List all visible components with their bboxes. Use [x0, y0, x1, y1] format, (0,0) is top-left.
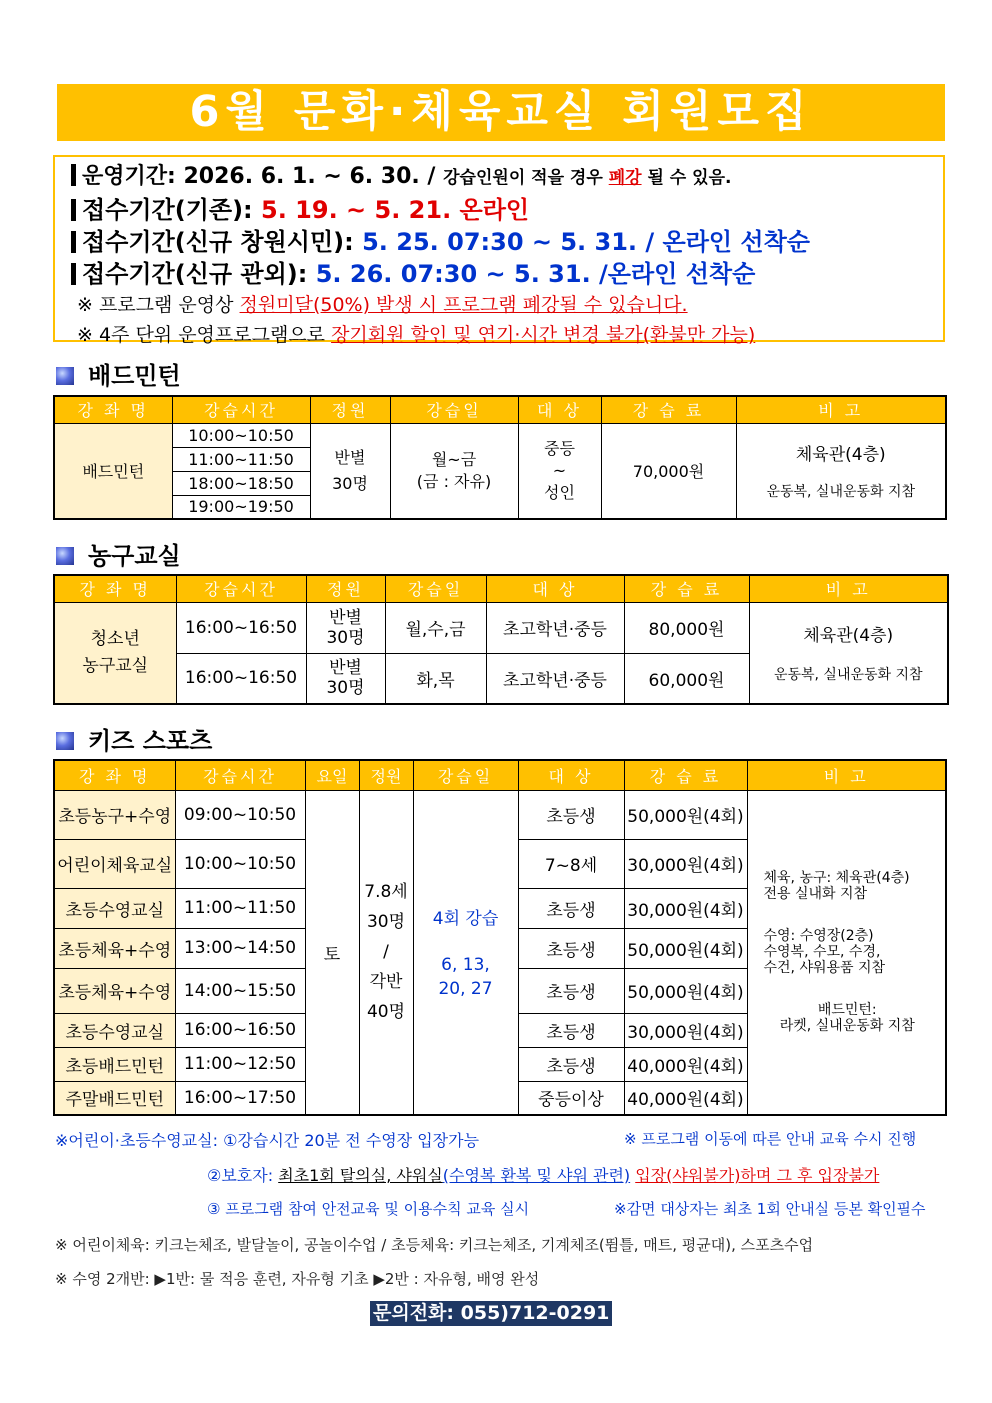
fee-cell: 50,000원(4회) — [624, 928, 747, 968]
days-cell: 화,목 — [385, 653, 486, 704]
section-basketball-heading — [56, 536, 181, 571]
fee-cell: 60,000원 — [624, 653, 749, 704]
footnote-guardian — [207, 1163, 879, 1186]
course-name: 초등배드민턴 — [54, 1047, 175, 1081]
fee-cell: 70,000원 — [601, 423, 736, 519]
course-name: 주말배드민턴 — [54, 1081, 175, 1115]
target-cell: 초고학년·중등 — [486, 602, 624, 653]
course-name: 초등수영교실 — [54, 888, 175, 928]
footnote-guidance: ※ 프로그램 이동에 따른 안내 교육 수시 진행 — [624, 1130, 917, 1148]
reg-outside-value: 5. 26. 07:30 ~ 5. 31. /온라인 선착순 — [315, 260, 756, 288]
time-cell: 11:00~11:50 — [175, 888, 305, 928]
time-cell: 10:00~10:50 — [172, 423, 310, 447]
note-sub: 운동복, 실내운동화 지참 — [766, 484, 916, 501]
time-cell: 18:00~18:50 — [172, 471, 310, 495]
target-cell: 초등생 — [518, 968, 624, 1013]
table-header — [54, 575, 948, 602]
period-note-pre: 강습인원이 적을 경우 — [443, 168, 603, 188]
capacity-cell: 7.8세 30명 / 각반 40명 — [359, 790, 413, 1115]
footnote-curriculum: ※ 어린이체육: 키크는체조, 발달놀이, 공놀이수업 / 초등체육: 키크는체조, 기계체조(뜀틀, 매트, 평균대), 스포츠수업 — [55, 1236, 814, 1254]
course-name: 초등수영교실 — [54, 1013, 175, 1047]
table-row — [54, 423, 946, 447]
header-cell: 강 습 료 — [624, 760, 747, 790]
course-name: 초등체육+수영 — [54, 928, 175, 968]
time-cell: 10:00~10:50 — [175, 839, 305, 888]
course-name: 청소년 농구교실 — [54, 602, 176, 704]
fee-cell: 40,000원(4회) — [624, 1047, 747, 1081]
table-header — [54, 760, 946, 790]
note-badminton: 배드민턴: 라켓, 실내운동화 지참 — [779, 1002, 915, 1035]
days-cell: 월,수,금 — [385, 602, 486, 653]
lesson-count: 4회 강습 — [432, 908, 499, 929]
fee-cell: 30,000원(4회) — [624, 839, 747, 888]
header-cell: 강습시간 — [176, 575, 306, 602]
fee-cell: 30,000원(4회) — [624, 888, 747, 928]
target-cell: 중등이상 — [518, 1081, 624, 1115]
course-name: 초등농구+수영 — [54, 790, 175, 839]
guardian-label: ②보호자: — [207, 1166, 274, 1185]
time-cell: 09:00~10:50 — [175, 790, 305, 839]
time-cell: 16:00~16:50 — [176, 602, 306, 653]
course-name: 어린이체육교실 — [54, 839, 175, 888]
note-main: 체육관(4층) — [803, 626, 894, 647]
target-cell: 초고학년·중등 — [486, 653, 624, 704]
header-cell: 강 습 료 — [624, 575, 749, 602]
time-cell: 13:00~14:50 — [175, 928, 305, 968]
header-cell: 강 좌 명 — [54, 760, 175, 790]
time-cell: 11:00~12:50 — [175, 1047, 305, 1081]
time-cell: 16:00~16:50 — [175, 1013, 305, 1047]
target-cell: 초등생 — [518, 1047, 624, 1081]
footnote-swim-entry: ※어린이·초등수영교실: ①강습시간 20분 전 수영장 입장가능 — [55, 1131, 480, 1150]
header-cell: 요일 — [305, 760, 359, 790]
note-cell — [747, 790, 946, 1115]
header-cell: 강습일 — [390, 396, 518, 423]
note1-pre: ※ 프로그램 운영상 — [77, 294, 234, 316]
fee-cell: 80,000원 — [624, 602, 749, 653]
header-cell: 정원 — [306, 575, 385, 602]
reg-existing-value: 5. 19. ~ 5. 21. 온라인 — [261, 196, 530, 224]
period-note — [443, 168, 731, 188]
badminton-table — [53, 395, 947, 520]
guardian-mid: 최초1회 탈의실, 샤워실 — [278, 1166, 443, 1185]
period-label: 운영기간: 2026. 6. 1. ~ 6. 30. / — [82, 164, 436, 189]
note-swimming: 수영: 수영장(2층) 수영복, 수모, 수경, 수건, 샤워용품 지참 — [763, 928, 886, 977]
header-cell: 강습시간 — [175, 760, 305, 790]
bullet-square-icon — [56, 367, 74, 385]
section-title: 농구교실 — [88, 542, 181, 570]
contact-phone: 문의전화: 055)712-0291 — [370, 1301, 612, 1326]
bullet-bar — [71, 164, 76, 186]
lesson-dates: 6, 13, 20, 27 — [438, 954, 493, 999]
header-cell: 강습일 — [413, 760, 518, 790]
header-cell: 강 좌 명 — [54, 396, 172, 423]
time-cell: 16:00~16:50 — [176, 653, 306, 704]
target-cell: 초등생 — [518, 928, 624, 968]
period-note-post: 될 수 있음. — [647, 168, 732, 188]
note-sub: 운동복, 실내운동화 지참 — [773, 667, 923, 684]
bullet-square-icon — [56, 732, 74, 750]
reg-citizen-label: 접수기간(신규 창원시민): — [82, 228, 354, 256]
target-cell: 초등생 — [518, 790, 624, 839]
info-registration-outside — [71, 258, 943, 290]
section-title: 배드민턴 — [88, 362, 181, 390]
header-cell: 정원 — [310, 396, 390, 423]
table-row — [54, 602, 948, 653]
note-cell — [736, 423, 946, 519]
table-row — [54, 790, 946, 839]
guardian-no-shower: 입장(샤워불가) — [635, 1166, 741, 1185]
target-cell: 7~8세 — [518, 839, 624, 888]
info-note-2 — [71, 320, 943, 350]
period-note-red: 폐강 — [608, 168, 642, 188]
reg-existing-label: 접수기간(기존): — [82, 196, 253, 224]
section-kids-heading — [56, 721, 212, 756]
capacity-cell: 반별 30명 — [306, 602, 385, 653]
note-cell — [749, 602, 948, 704]
guardian-post: 하며 그 후 입장불가 — [740, 1166, 880, 1185]
guardian-detail: (수영복 환복 및 샤워 관련) — [442, 1166, 631, 1185]
fee-cell: 50,000원(4회) — [624, 968, 747, 1013]
page-title: 6월 문화·체육교실 회원모집 — [57, 84, 945, 141]
info-box — [53, 155, 945, 346]
header-cell: 대 상 — [518, 396, 601, 423]
note-facility: 체육, 농구: 체육관(4층) 전용 실내화 지참 — [763, 870, 910, 903]
section-badminton-heading — [56, 356, 181, 391]
table-header — [54, 396, 946, 423]
header-cell: 대 상 — [486, 575, 624, 602]
info-registration-citizen — [71, 226, 943, 258]
info-period — [71, 161, 943, 194]
note-main: 체육관(4층) — [795, 445, 886, 466]
header-cell: 강습일 — [385, 575, 486, 602]
header-cell: 비 고 — [747, 760, 946, 790]
course-name: 초등체육+수영 — [54, 968, 175, 1013]
target-cell: 초등생 — [518, 888, 624, 928]
footnote-safety: ③ 프로그램 참여 안전교육 및 이용수칙 교육 실시 — [207, 1200, 530, 1218]
days-cell: 월~금 (금 : 자유) — [390, 423, 518, 519]
note2-red: 장기회원 할인 및 연기·시간 변경 불가(환불만 가능) — [331, 324, 756, 346]
kids-sports-table — [53, 759, 947, 1116]
bullet-square-icon — [56, 547, 74, 565]
info-registration-existing — [71, 194, 943, 226]
header-cell: 강습시간 — [172, 396, 310, 423]
header-cell: 대 상 — [518, 760, 624, 790]
note1-red: 정원미달(50%) 발생 시 프로그램 폐강될 수 있습니다. — [239, 294, 688, 316]
basketball-table — [53, 574, 949, 705]
target-cell: 초등생 — [518, 1013, 624, 1047]
course-name: 배드민턴 — [54, 423, 172, 519]
capacity-cell: 반별 30명 — [310, 423, 390, 519]
bullet-bar — [71, 199, 76, 221]
header-cell: 강 좌 명 — [54, 575, 176, 602]
time-cell: 16:00~17:50 — [175, 1081, 305, 1115]
time-cell: 11:00~11:50 — [172, 447, 310, 471]
capacity-cell: 반별 30명 — [306, 653, 385, 704]
info-note-1 — [71, 290, 943, 320]
reg-outside-label: 접수기간(신규 관외): — [82, 260, 308, 288]
header-cell: 비 고 — [749, 575, 948, 602]
fee-cell: 40,000원(4회) — [624, 1081, 747, 1115]
section-title: 키즈 스포츠 — [88, 727, 213, 755]
day-cell: 토 — [305, 790, 359, 1115]
footnote-discount: ※감면 대상자는 최초 1회 안내실 등본 확인필수 — [614, 1200, 926, 1218]
reg-citizen-value: 5. 25. 07:30 ~ 5. 31. / 온라인 선착순 — [362, 228, 810, 256]
header-cell: 정원 — [359, 760, 413, 790]
bullet-bar — [71, 231, 76, 253]
fee-cell: 50,000원(4회) — [624, 790, 747, 839]
header-cell: 비 고 — [736, 396, 946, 423]
fee-cell: 30,000원(4회) — [624, 1013, 747, 1047]
header-cell: 강 습 료 — [601, 396, 736, 423]
bullet-bar — [71, 263, 76, 285]
time-cell: 14:00~15:50 — [175, 968, 305, 1013]
lesson-dates-cell — [413, 790, 518, 1115]
footnote-swim-classes: ※ 수영 2개반: ▶1반: 물 적응 훈련, 자유형 기초 ▶2반 : 자유형, 배영 완성 — [55, 1270, 540, 1288]
time-cell: 19:00~19:50 — [172, 495, 310, 519]
note2-pre: ※ 4주 단위 운영프로그램으로 — [77, 324, 326, 346]
target-cell: 중등 ~ 성인 — [518, 423, 601, 519]
